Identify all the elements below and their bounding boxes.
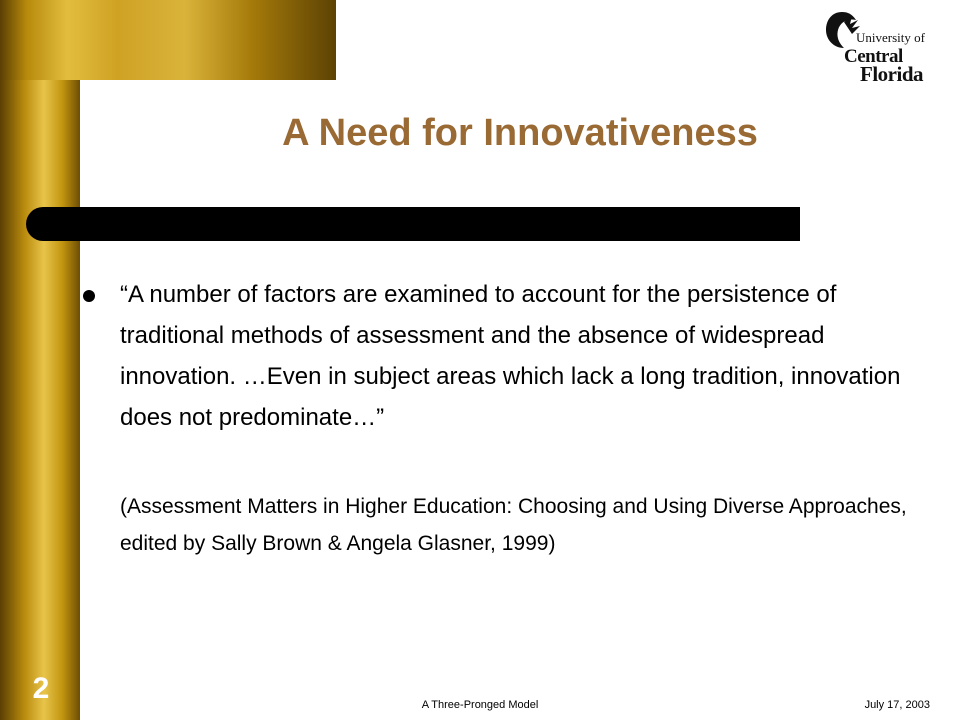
slide-number: 2 [32,672,50,705]
quote-text: “A number of factors are examined to account for the persistence of traditional methods of assessment and the absence of widespread innovation. …Even in subject areas which lack a long tradition, innovation does not predominate…” [120,281,901,431]
title-underline-bar [26,207,800,241]
logo-florida: Florida [860,62,923,86]
footer-date: July 17, 2003 [864,699,930,711]
footer-title: A Three-Pronged Model [421,699,539,711]
gold-top-band [0,0,336,80]
ucf-logo [820,6,950,86]
logo-central: Central [844,46,903,67]
gold-sidebar [0,0,80,720]
citation-text: (Assessment Matters in Higher Education: Choosing and Using Diverse Approaches, edited by Sally Brown & Angela Glasner, 1999) [120,495,907,555]
bullet-icon [83,290,95,302]
logo-university: University of [856,30,925,45]
slide-title: A Need for Innovativeness [282,112,758,154]
